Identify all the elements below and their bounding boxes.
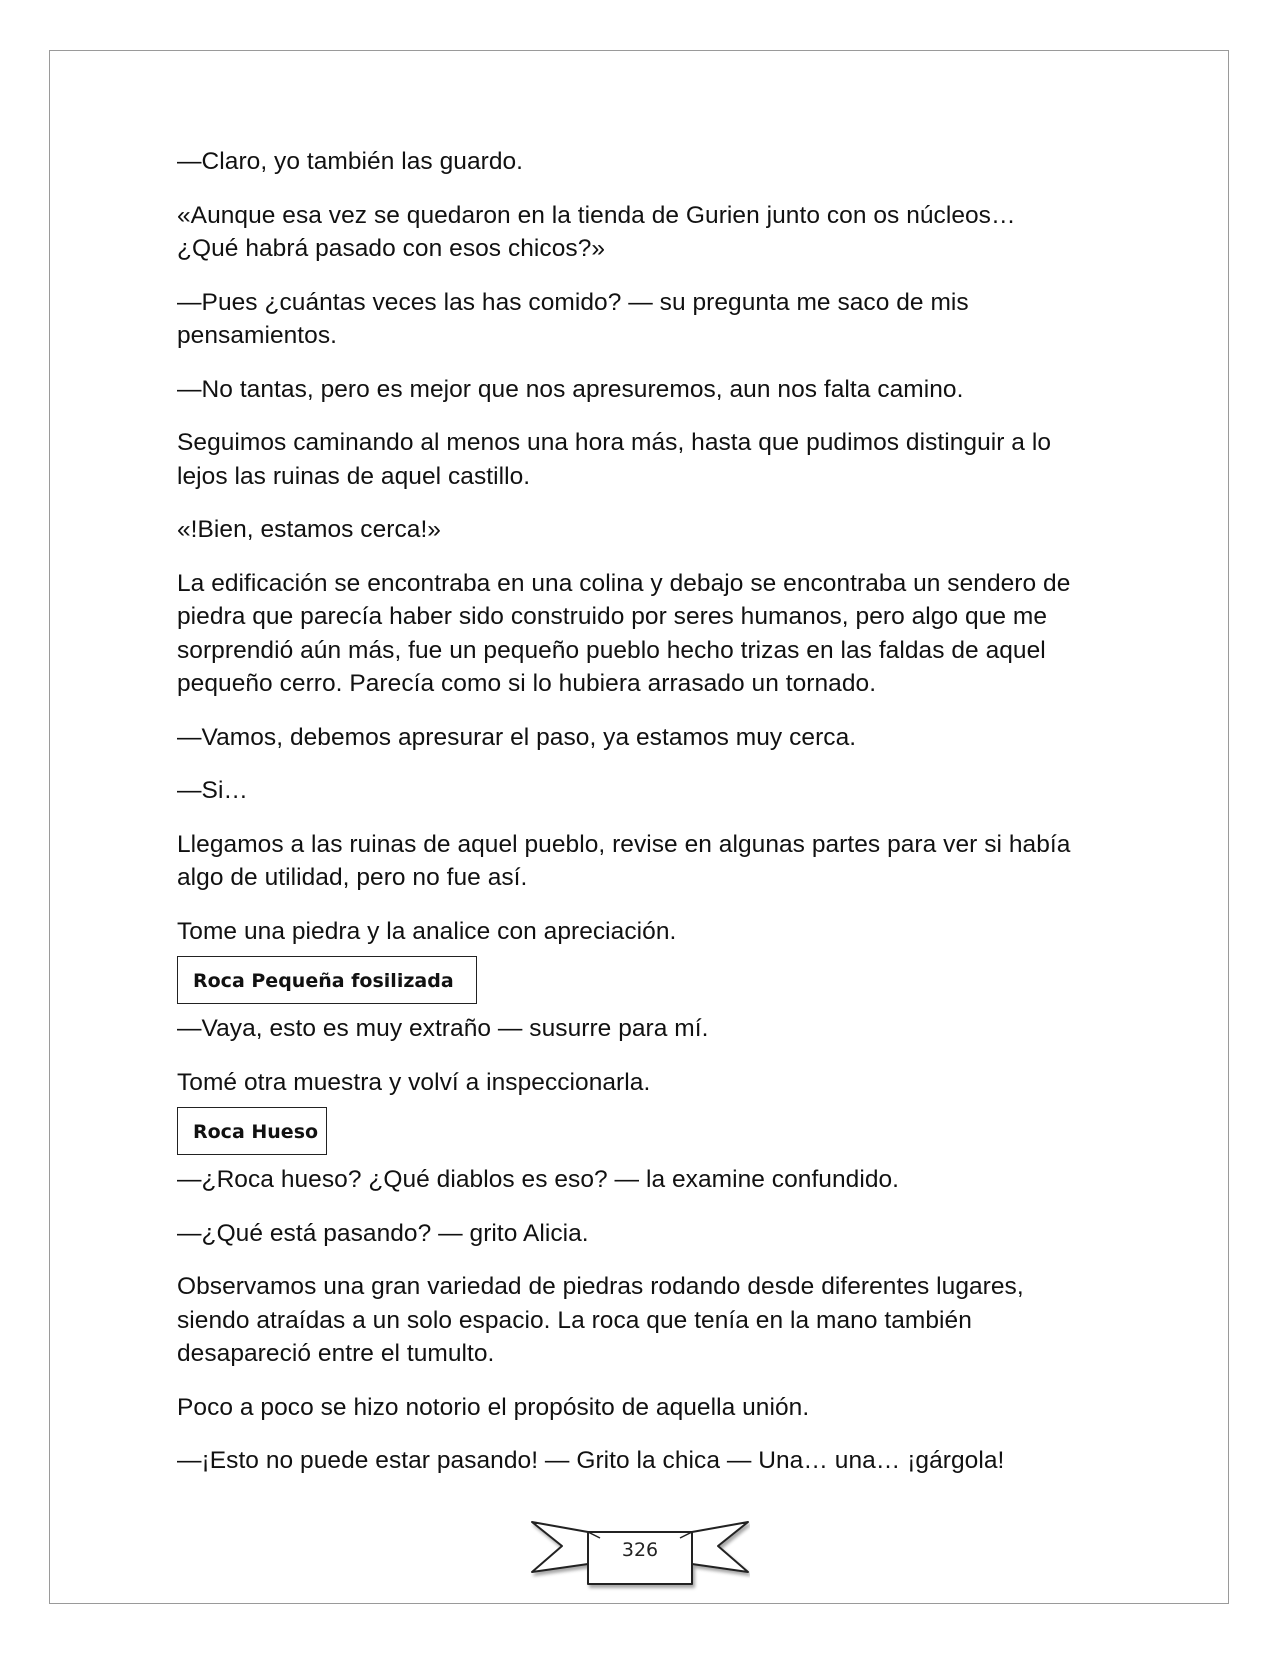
paragraph: —Si… <box>177 777 248 804</box>
paragraph: —No tantas, pero es mejor que nos apresuremos, aun nos falta camino. <box>177 375 964 403</box>
paragraph: —Claro, yo también las guardo. <box>177 148 524 175</box>
paragraph: —Vamos, debemos apresurar el paso, ya estamos muy cerca. <box>177 723 857 751</box>
paragraph: —Pues ¿cuántas veces las has comido? — su pregunta me saco de mis pensamientos. <box>177 288 969 349</box>
paragraph: Poco a poco se hizo notorio el propósito de aquella unión. <box>177 1393 810 1421</box>
paragraph: —¿Qué está pasando? — grito Alicia. <box>177 1219 589 1247</box>
paragraph: La edificación se encontraba en una colina y debajo se encontraba un sendero de piedra que parecía haber sido construido por seres humanos, pero algo que me sorprendió aún más, fue un pequeño pueblo hecho trizas en las faldas de aquel pequeño cerro. Parecía como si lo hubiera arrasado un tornado. <box>177 569 1071 697</box>
paragraph: Tomé otra muestra y volví a inspeccionarla. <box>177 1068 651 1096</box>
page-number-banner <box>530 1520 750 1592</box>
item-info-box: Roca Hueso <box>177 1107 327 1155</box>
page-content <box>177 145 1107 1498</box>
paragraph: —¡Esto no puede estar pasando! — Grito la chica — Una… una… ¡gárgola! <box>177 1447 1005 1474</box>
paragraph: Tome una piedra y la analice con apreciación. <box>177 917 677 945</box>
page-number: 326 <box>621 1539 659 1561</box>
paragraph: —¿Roca hueso? ¿Qué diablos es eso? — la examine confundido. <box>177 1166 900 1193</box>
item-info-box: Roca Pequeña fosilizada <box>177 956 477 1004</box>
paragraph: Llegamos a las ruinas de aquel pueblo, revise en algunas partes para ver si había algo de utilidad, pero no fue así. <box>177 830 1071 891</box>
paragraph: Observamos una gran variedad de piedras rodando desde diferentes lugares, siendo atraídas a un solo espacio. La roca que tenía en la mano también desapareció entre el tumulto. <box>177 1273 1024 1367</box>
paragraph: «!Bien, estamos cerca!» <box>177 516 441 543</box>
paragraph: —Vaya, esto es muy extraño — susurre para mí. <box>177 1015 709 1042</box>
paragraph: Seguimos caminando al menos una hora más, hasta que pudimos distinguir a lo lejos las ruinas de aquel castillo. <box>177 429 1052 490</box>
paragraph: «Aunque esa vez se quedaron en la tienda de Gurien junto con os núcleos… ¿Qué habrá pasado con esos chicos?» <box>177 201 1016 262</box>
